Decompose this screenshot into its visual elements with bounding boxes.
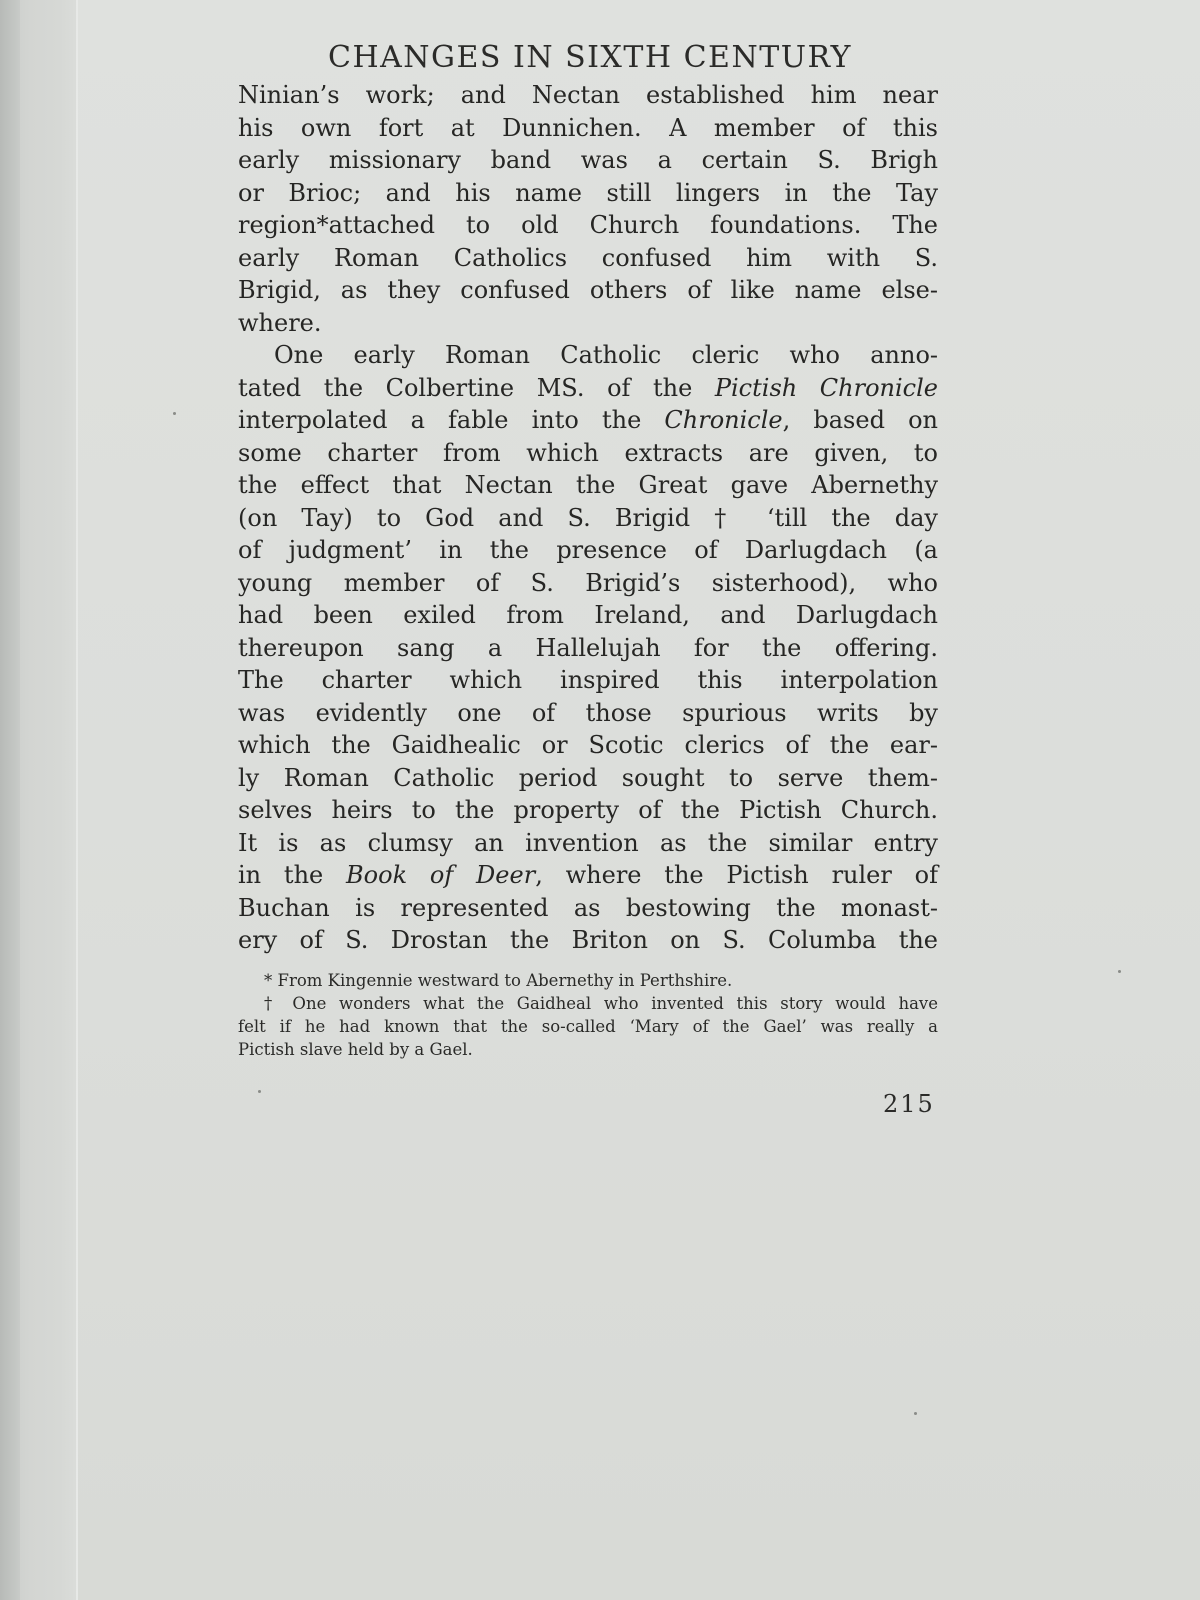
page-content [238,40,938,1061]
text-line [238,502,938,535]
body-text [238,79,938,957]
paper-speck [1118,970,1121,973]
text-span: It is as clumsy an invention as the similar entry [238,828,938,857]
text-line [238,599,938,632]
text-span: where. [238,308,322,337]
running-head: CHANGES IN SIXTH CENTURY [328,40,852,75]
text-span: some charter from which extracts are given, to [238,438,938,467]
italic-title: Book of Deer [346,861,536,889]
text-line [238,469,938,502]
text-span: early missionary band was a certain S. Brigh [238,146,938,174]
text-line [238,794,938,827]
italic-title: Chronicle [664,406,783,434]
text-span: One early Roman Catholic cleric who anno- [274,341,938,369]
text-span: selves heirs to the property of the Pictish Church. [238,796,938,824]
text-line [238,924,938,957]
text-line [238,567,938,600]
text-line [238,664,938,697]
text-span: had been exiled from Ireland, and Darlugdach [238,601,938,629]
text-span: the effect that Nectan the Great gave Abernethy [238,471,938,499]
text-span: region*attached to old Church foundations. The [238,211,938,239]
text-line [238,892,938,925]
text-span: or Brioc; and his name still lingers in the Tay [238,178,938,207]
text-line [238,372,938,405]
text-line [238,729,938,762]
text-line [238,112,938,145]
text-span: The charter which inspired this interpolation [238,666,938,694]
text-line [238,632,938,665]
text-span: , based on [782,406,938,434]
text-span: of judgment’ in the presence of Darlugdach (a [238,536,938,564]
text-line [238,144,938,177]
footnote-line: † One wonders what the Gaidheal who invented this story would have [264,993,938,1013]
text-line [238,697,938,730]
text-span: interpolated a fable into the [238,406,665,434]
paper-speck [258,1090,261,1093]
text-line [238,859,938,892]
text-line [238,534,938,567]
footnote-line: * From Kingennie westward to Abernethy in Perthshire. [264,970,733,990]
book-page [78,0,1200,1600]
text-span: his own fort at Dunnichen. A member of this [238,113,938,142]
text-span: (on Tay) to God and S. Brigid † ‘till the day [238,503,938,532]
text-span: young member of S. Brigid’s sisterhood), who [238,568,938,597]
italic-title: Pictish Chronicle [714,373,938,402]
text-span: was evidently one of those spurious writs by [238,698,938,727]
text-span: Ninian’s work; and Nectan established him near [238,81,938,109]
text-line [238,274,938,307]
footnote-line: felt if he had known that the so-called ‘Mary of the Gael’ was really a [238,1016,938,1036]
text-span: Brigid, as they confused others of like name else- [238,276,938,304]
text-span: ly Roman Catholic period sought to serve them- [238,763,938,792]
text-span: early Roman Catholics confused him with S. [238,243,938,272]
paper-speck [173,412,176,415]
footnote-line: Pictish slave held by a Gael. [238,1039,473,1059]
text-span: ery of S. Drostan the Briton on S. Columba the [238,926,938,954]
text-line [238,242,938,275]
text-line [238,307,938,340]
text-line [238,177,938,210]
footnotes [238,969,938,1061]
text-span: thereupon sang a Hallelujah for the offering. [238,633,938,662]
text-span: which the Gaidhealic or Scotic clerics of the ear- [238,731,938,759]
text-span: Buchan is represented as bestowing the monast- [238,893,938,922]
text-line [238,762,938,795]
text-line [238,209,938,242]
text-line [238,827,938,860]
text-span: tated the Colbertine MS. of the [238,373,715,402]
book-spine-shadow [0,0,20,1600]
text-line [238,339,938,372]
text-line [238,404,938,437]
paper-speck [914,1412,917,1415]
text-line [238,437,938,470]
text-span: , where the Pictish ruler of [535,861,938,889]
page-number: 215 [883,1090,935,1118]
text-line [238,79,938,112]
text-span: in the [238,861,347,889]
